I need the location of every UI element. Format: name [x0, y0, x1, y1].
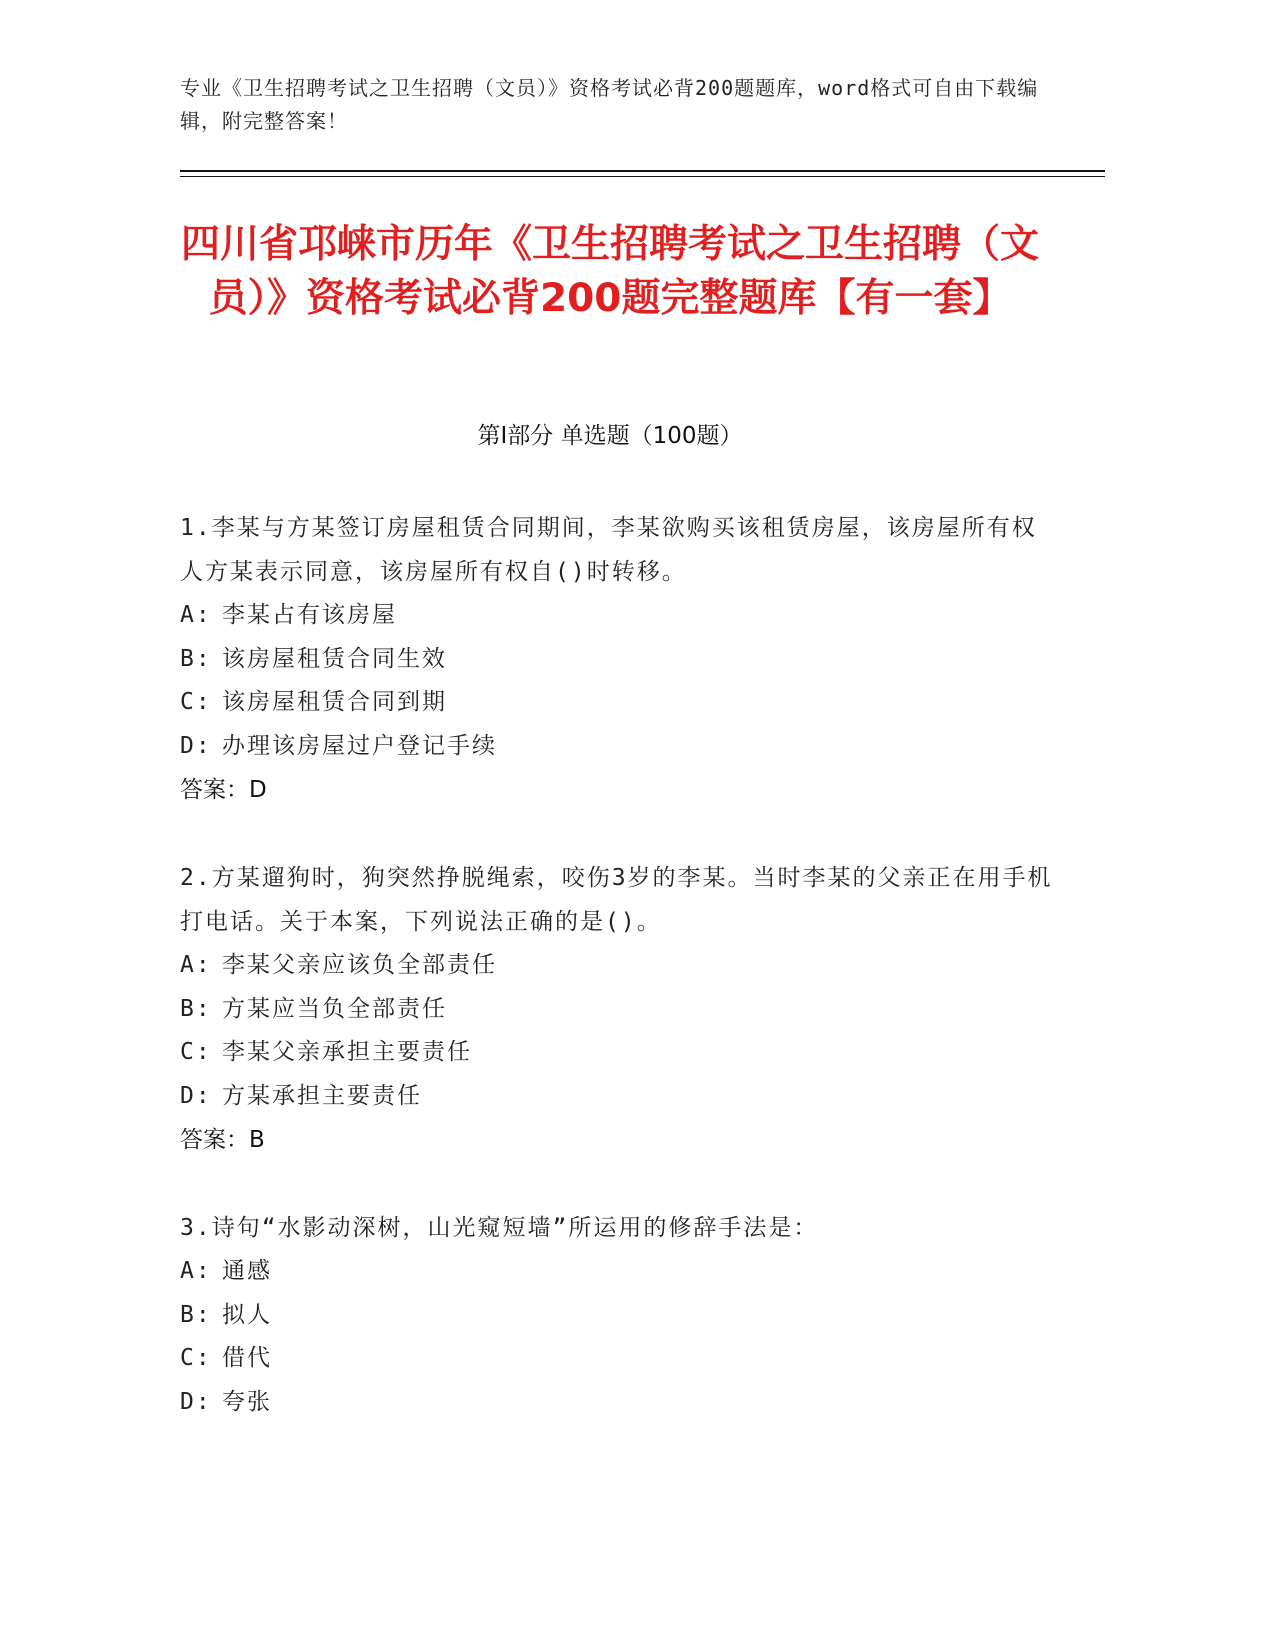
option-b [180, 638, 1060, 682]
document-title: 四川省邛崃市历年《卫生招聘考试之卫生招聘（文员）》资格考试必背200题完整题库【有一套】 [180, 222, 1039, 321]
option-a [180, 1250, 1060, 1294]
answer-line: 答案：D [180, 777, 267, 803]
option-key: C: [180, 689, 212, 715]
option-b [180, 1294, 1060, 1338]
option-text: 夸张 [222, 1388, 272, 1415]
option-a [180, 944, 1060, 988]
option-key: D: [180, 1388, 212, 1415]
option-text: 李某占有该房屋 [222, 602, 397, 628]
option-text: 方某应当负全部责任 [222, 995, 447, 1022]
question-2 [180, 856, 1060, 1162]
option-key: D: [180, 732, 212, 759]
header-note: 专业《卫生招聘考试之卫生招聘（文员）》资格考试必背200题题库，word格式可自由下载编辑，附完整答案！ [180, 76, 1039, 133]
option-c [180, 1337, 1060, 1381]
option-b [180, 988, 1060, 1032]
option-text: 李某父亲承担主要责任 [222, 1039, 472, 1065]
option-d [180, 1075, 1060, 1119]
header-divider-thick [180, 170, 1105, 172]
option-d [180, 1381, 1060, 1425]
option-a [180, 594, 1060, 638]
option-key: B: [180, 1301, 212, 1328]
question-3 [180, 1206, 1060, 1424]
option-key: C: [180, 1039, 212, 1065]
option-text: 该房屋租赁合同生效 [222, 645, 447, 672]
question-list [180, 506, 1060, 1468]
option-key: C: [180, 1345, 212, 1371]
option-text: 方某承担主要责任 [222, 1082, 422, 1109]
option-d [180, 725, 1060, 769]
option-key: A: [180, 952, 212, 978]
option-key: B: [180, 645, 212, 672]
section-title: 第I部分 单选题（100题） [477, 423, 743, 449]
option-c [180, 681, 1060, 725]
option-text: 拟人 [222, 1301, 272, 1328]
option-key: B: [180, 995, 212, 1022]
answer-line: 答案：B [180, 1127, 265, 1153]
option-text: 李某父亲应该负全部责任 [222, 952, 497, 978]
question-stem: 1.李某与方某签订房屋租赁合同期间，李某欲购买该租赁房屋，该房屋所有权人方某表示同意，该房屋所有权自()时转移。 [180, 515, 1037, 585]
header-divider-thin [180, 176, 1105, 177]
question-stem: 3.诗句“水影动深树，山光窥短墙”所运用的修辞手法是： [180, 1215, 819, 1241]
option-text: 办理该房屋过户登记手续 [222, 732, 497, 759]
option-text: 该房屋租赁合同到期 [222, 689, 447, 715]
option-text: 通感 [222, 1258, 272, 1284]
option-key: A: [180, 1258, 212, 1284]
option-key: D: [180, 1082, 212, 1109]
option-c [180, 1031, 1060, 1075]
option-text: 借代 [222, 1345, 272, 1371]
question-1 [180, 506, 1060, 812]
question-stem: 2.方某遛狗时，狗突然挣脱绳索，咬伤3岁的李某。当时李某的父亲正在用手机打电话。关于本案，下列说法正确的是()。 [180, 865, 1053, 935]
option-key: A: [180, 602, 212, 628]
